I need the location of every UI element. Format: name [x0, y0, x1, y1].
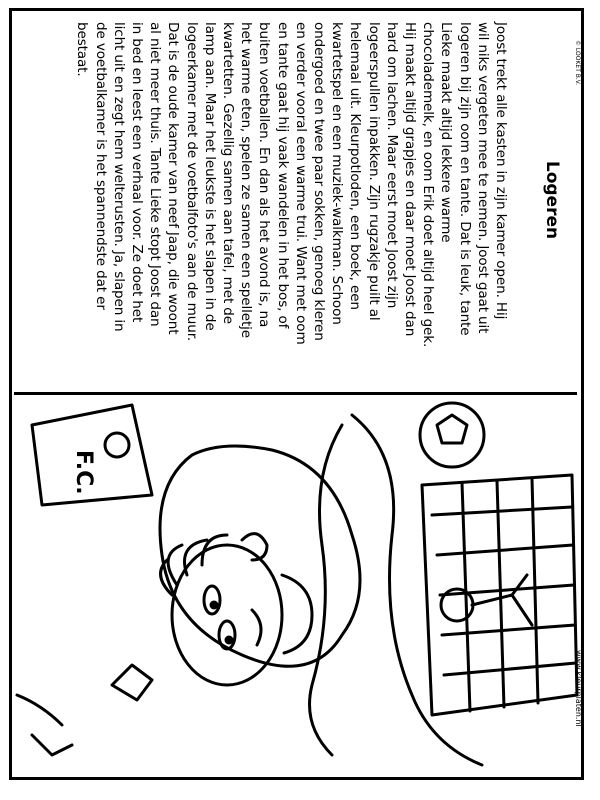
website-url: www.kleurplaten.nl [574, 650, 583, 727]
boy-eye-right [219, 621, 235, 649]
story-title: Logeren [542, 160, 562, 240]
boy-mouth [252, 610, 261, 645]
football [420, 403, 484, 467]
copyright-notice: © LOOKET B.V. [574, 40, 581, 86]
story-body: Joost trekt alle kasten in zijn kamer open. Hij wil niks vergeten mee te nemen. Joost gaat uit logeren bij zijn oom en tante. Dat is leuk, tante Lieke maakt altijd lekkere warme chocolademelk, en oom Erik doet altijd heel gek. Hij maakt altijd grapjes en daar moet Joost dan hard om lachen. Maar eerst moet Joost zijn logeerspullen inpakken. Zijn rugzakje puilt al helemaal uit. Kleurpotloden, een boek, een kwartetspel en een muziek-walkman. Schoon ondergoed en twee paar sokken, genoeg kleren en verder vooral een warme trui. Want met oom en tante gaat hij vaak wandelen in het bos, of buiten voetballen. En dan als het avond is, na het warme eten, spelen ze samen een spelletje kwartetten. Gezellig samen aan tafel, met de lamp aan. Maar het leukste is het slapen in de logeerkamer met de voetbalfoto's aan de muur. Dat is de oude kamer van neef Jaap, die woont al niet meer thuis. Tante Lieke stopt Joost dan in bed en leest een verhaal voor. Ze doet het licht uit en zegt hem welterusten. Ja, slapen in de voetbalkamer is het spannendste dat er bestaat. [74, 22, 509, 348]
bedroom-illustration [12, 395, 582, 777]
story-text-block [22, 22, 562, 378]
boy-eye-left [204, 586, 220, 614]
pennant-text: F.C. [71, 450, 96, 495]
